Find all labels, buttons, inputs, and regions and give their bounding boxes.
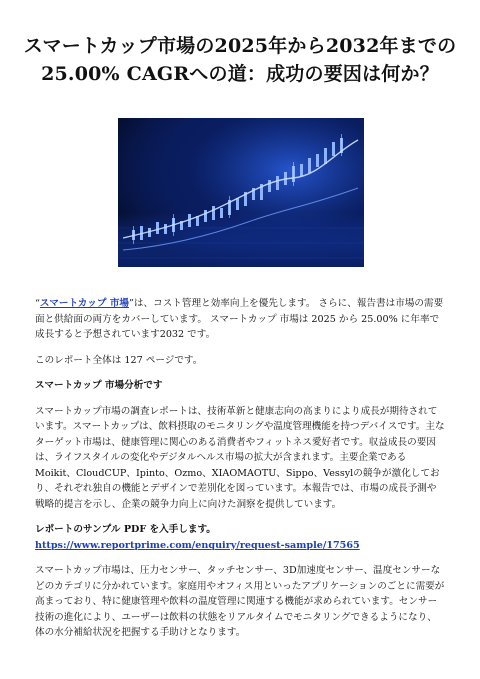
analysis-heading: スマートカップ 市場分析です bbox=[35, 380, 163, 391]
quote-open: “ bbox=[35, 298, 40, 309]
intro-paragraph bbox=[35, 296, 445, 343]
analysis-paragraph: スマートカップ市場の調査レポートは、技術革新と健康志向の高まりにより成長が期待されています。スマートカップは、飲料摂取のモニタリングや温度管理機能を持つデバイスです。主なターゲット市場は、健康管理に関心のある消費者やフィットネス愛好者です。収益成長の要因は、ライフスタイルの変化やデジタルヘルス市場の拡大が含まれます。主要企業であるMoikit、CloudCUP、Ipinto、Ozmo、XIAOMAOTU、Sippo、Vessylの競争が激化しており、それぞれ独自の機能とデザインで差別化を図っています。本報告では、市場の成長予測や戦略的提言を示し、企業の競争力向上に向けた洞察を提供しています。 bbox=[35, 405, 445, 510]
market-link[interactable]: スマートカップ 市場 bbox=[39, 298, 130, 309]
quote-close: ” bbox=[129, 298, 134, 309]
hero-image bbox=[118, 118, 364, 267]
pages-note: このレポート全体は 127 ページです。 bbox=[35, 354, 203, 366]
intro-text: は、コスト管理と効率向上を優先します。 さらに、報告書は市場の需要面と供給面の両方をカバーしています。 スマートカップ 市場は 2025 から 25.00% に年率で成長すると予想されています2032 です。 bbox=[35, 298, 444, 340]
title-line-2: 25.00% CAGRへの道：成功の要因は何か？ bbox=[41, 63, 439, 85]
stock-chart-illustration bbox=[118, 118, 364, 267]
segment-paragraph: スマートカップ市場は、圧力センサー、タッチセンサー、3D加速度センサー、温度センサーなどのカテゴリに分かれています。家庭用やオフィス用といったアプリケーションのごとに需要が高まっており、特に健康管理や飲料の温度管理に関連する機能が求められています。センサー技術の進化により、ユーザーは飲料の状態をリアルタイムでモニタリングできるようになり、体の水分補給状況を把握する手助けとなります。 bbox=[35, 565, 445, 638]
article-body bbox=[35, 296, 445, 651]
sample-label: レポートのサンプル PDF を入手します。 bbox=[35, 524, 216, 535]
page-title bbox=[20, 32, 460, 88]
sample-paragraph bbox=[35, 522, 445, 553]
title-line-1: スマートカップ市場の2025年から2032年までの bbox=[23, 35, 457, 57]
sample-link[interactable]: https://www.reportprime.com/enquiry/request-sample/17565 bbox=[35, 539, 360, 551]
